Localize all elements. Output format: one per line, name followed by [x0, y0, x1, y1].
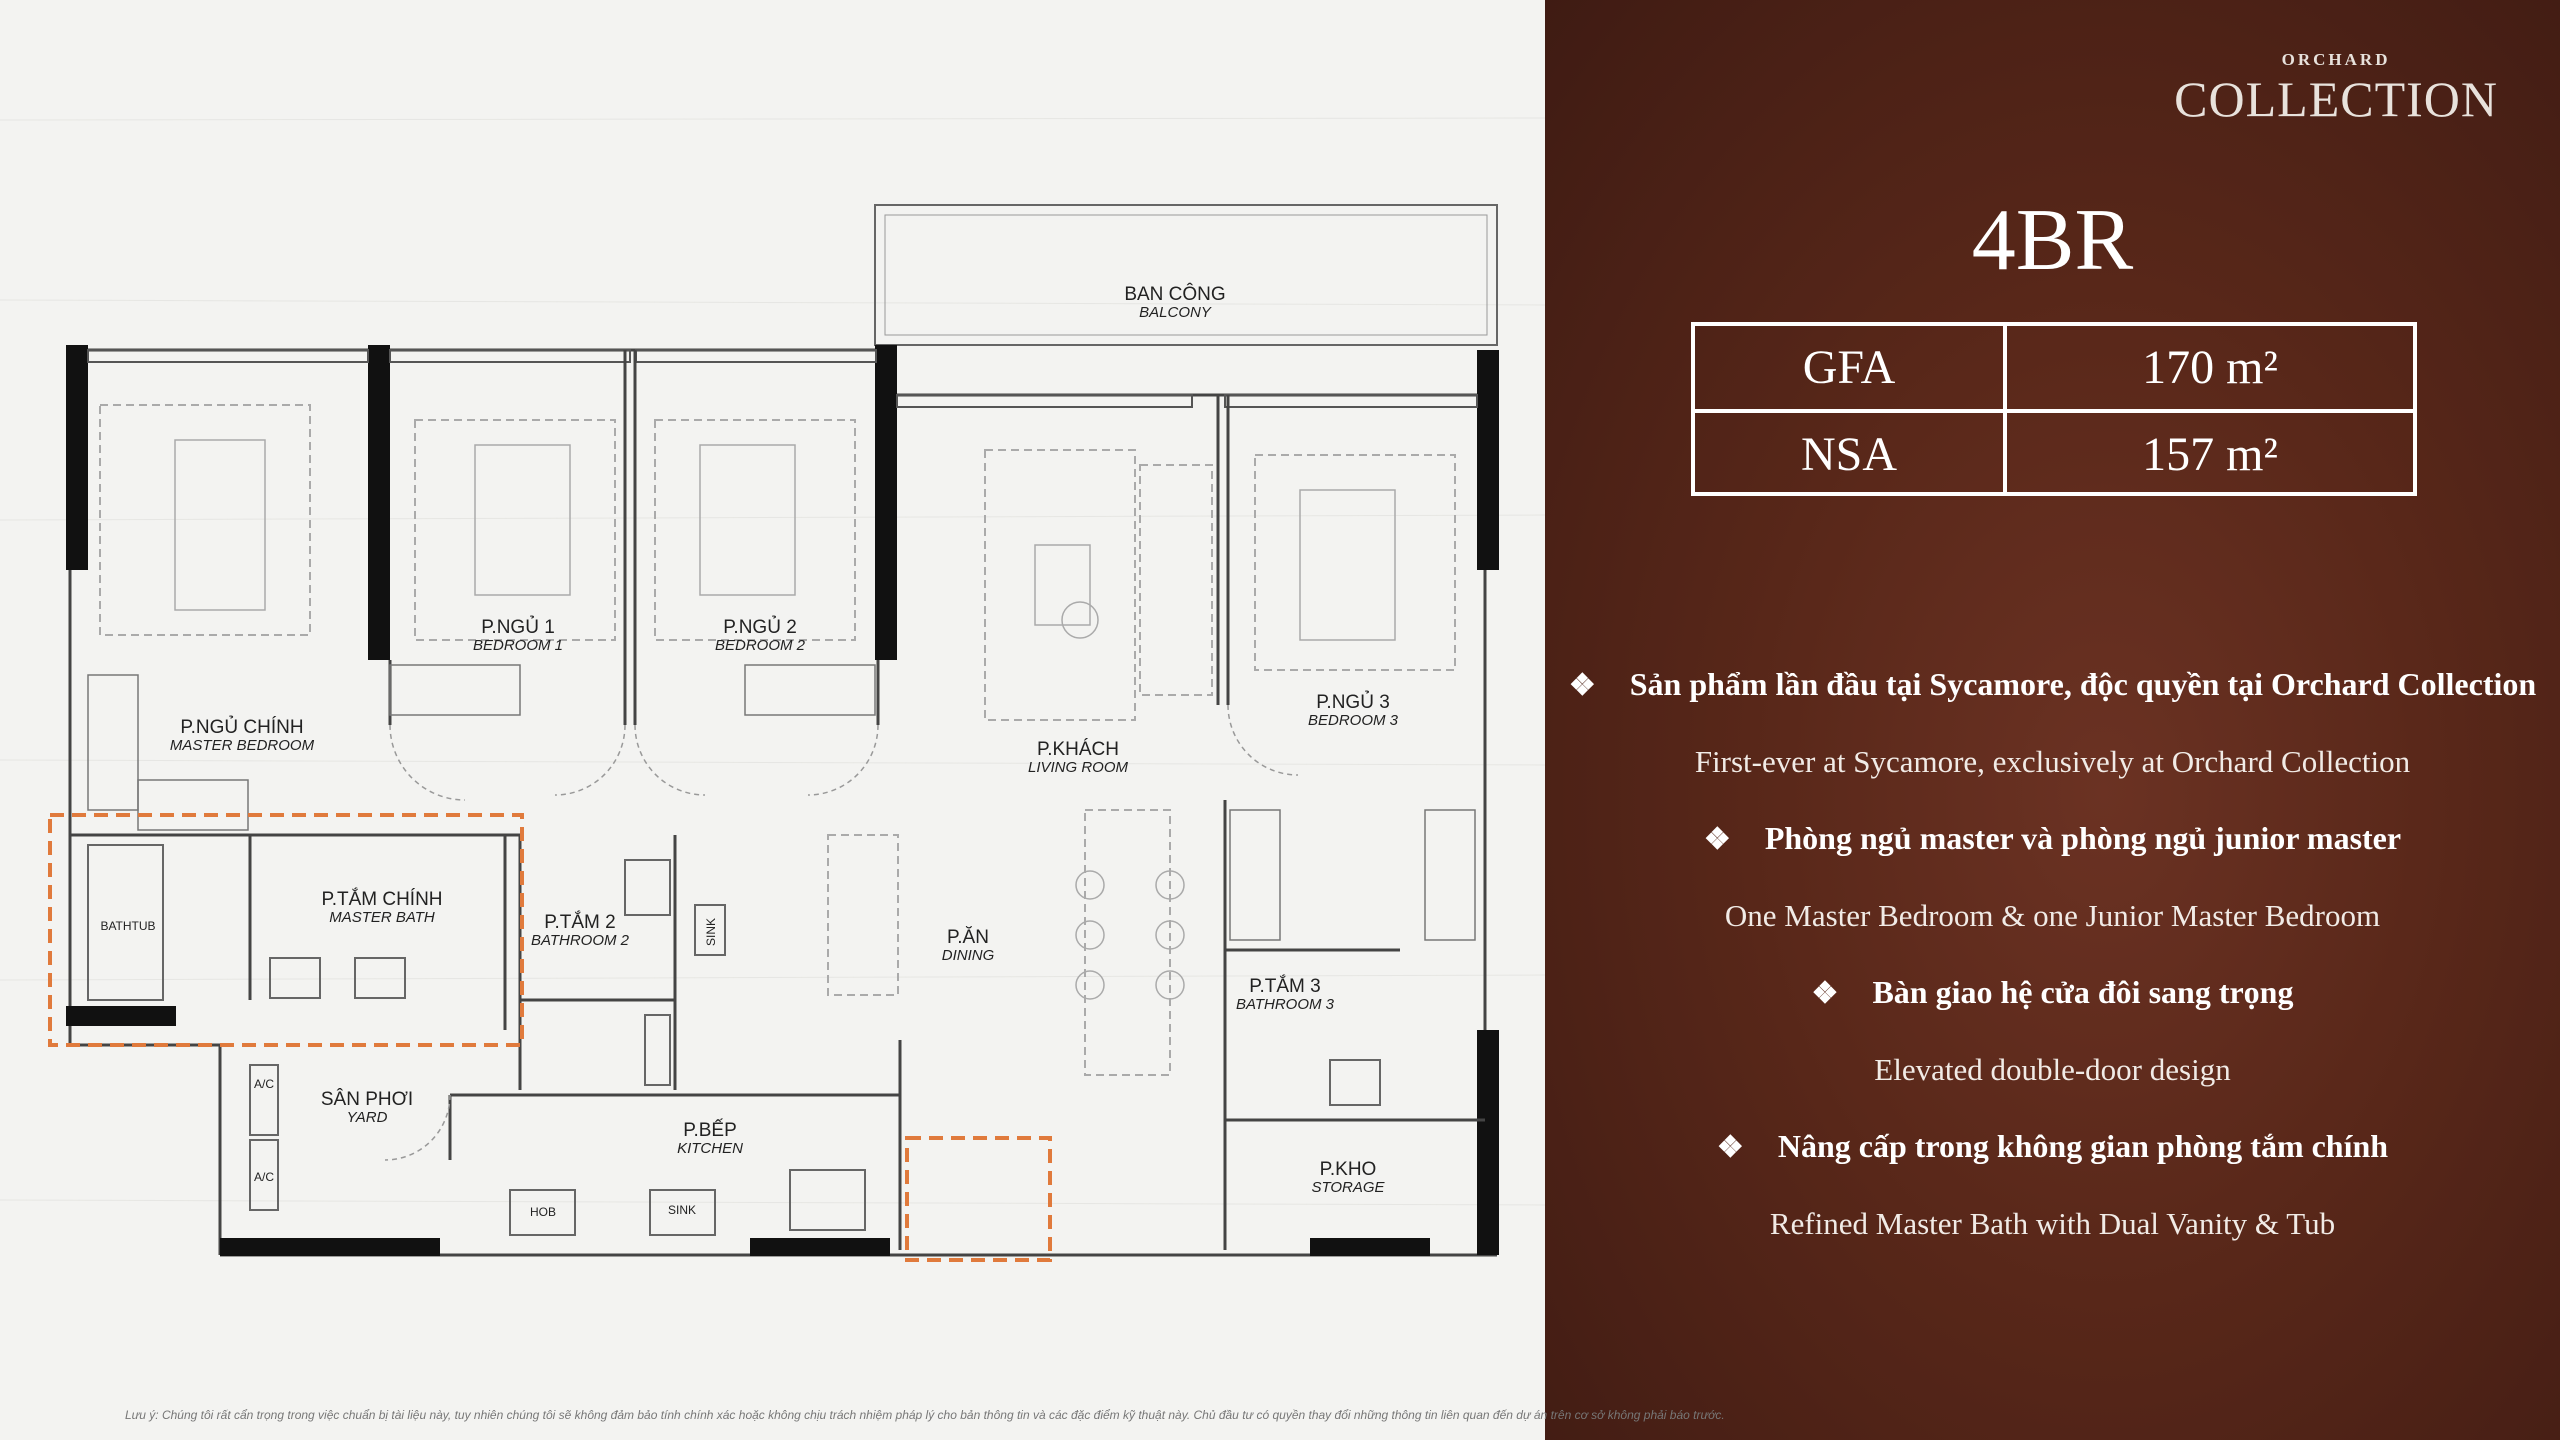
room-label-en-bathroom3: BATHROOM 3: [1235, 996, 1335, 1013]
spec-value: 170 m²: [2142, 341, 2278, 394]
room-label-en-balcony: BALCONY: [1139, 304, 1211, 321]
bullet-icon: ❖: [1568, 669, 1596, 702]
room-label-en-kitchen: KITCHEN: [677, 1140, 743, 1157]
room-label-yard: SÂN PHƠI: [320, 1089, 414, 1110]
double-door-highlight: [907, 1138, 1050, 1260]
fixture-label-bathtub: BATHTUB: [100, 919, 156, 933]
unit-type-title: 4BR: [1971, 192, 2134, 289]
room-label-en-bedroom2: BEDROOM 2: [714, 637, 806, 654]
room-label-storage: P.KHO: [1319, 1159, 1377, 1180]
disclaimer-text: Lưu ý: Chúng tôi rất cẩn trọng trong việc chuẩn bị tài liệu này, tuy nhiên chúng tôi sẽ không đảm bảo tính chính xác hoặc không chịu trách nhiệm pháp lý cho bản thông tin và các đặc điểm kỹ thuật này. Chủ đầu tư có quyền thay đổi những thông tin liên quan đến dự án trên cơ sở không phải báo trước.: [125, 1408, 1725, 1422]
feature-1-vi: ❖ Sản phẩm lần đầu tại Sycamore, độc quyền tại Orchard Collection: [1568, 666, 2537, 702]
room-label-bedroom2: P.NGỦ 2: [723, 617, 797, 638]
room-label-en-bathroom2: BATHROOM 2: [530, 932, 630, 949]
brand-logo: [2174, 50, 2498, 127]
room-label-en-storage: STORAGE: [1311, 1179, 1385, 1196]
feature-3-vi: ❖ Bàn giao hệ cửa đôi sang trọng: [1811, 974, 2294, 1010]
fixture-label-ac: A/C: [253, 1170, 275, 1184]
room-label-en-bedroom3: BEDROOM 3: [1307, 712, 1399, 729]
feature-2-vi: ❖ Phòng ngủ master và phòng ngủ junior master: [1703, 820, 2402, 856]
bullet-icon: ❖: [1811, 977, 1839, 1010]
room-label-en-dining: DINING: [941, 947, 995, 964]
bullet-icon: ❖: [1703, 823, 1731, 856]
room-label-master-bedroom: P.NGỦ CHÍNH: [180, 717, 304, 738]
info-panel: [1545, 0, 2560, 1440]
room-label-en-master-bath: MASTER BATH: [329, 909, 435, 926]
room-label-bedroom3: P.NGỦ 3: [1316, 692, 1390, 713]
room-label-balcony: BAN CÔNG: [1124, 284, 1226, 305]
balcony-outline: [875, 205, 1497, 345]
bullet-icon: ❖: [1716, 1131, 1744, 1164]
room-label-en-master-bedroom: MASTER BEDROOM: [169, 737, 315, 754]
room-label-bedroom1: P.NGỦ 1: [481, 617, 555, 638]
spec-row-gfa: [1695, 326, 2413, 409]
spec-row-nsa: [1695, 409, 2413, 496]
spec-value: 157 m²: [2142, 428, 2278, 481]
brand-line1: ORCHARD: [2281, 50, 2391, 69]
fixture-label-sink: SINK: [667, 1203, 697, 1217]
room-label-bathroom3: P.TẮM 3: [1249, 976, 1321, 997]
feature-3-en: Elevated double-door design: [1874, 1052, 2231, 1087]
room-label-en-yard: YARD: [346, 1109, 388, 1126]
spec-table: [1691, 322, 2417, 496]
spec-label: NSA: [1695, 413, 2007, 496]
room-label-en-living: LIVING ROOM: [1027, 759, 1129, 776]
room-label-bathroom2: P.TẮM 2: [544, 912, 616, 933]
room-label-dining: P.ĂN: [947, 927, 989, 948]
fixture-label-hob: HOB: [529, 1205, 557, 1219]
feature-4-en: Refined Master Bath with Dual Vanity & Tub: [1769, 1206, 2336, 1241]
fixture-label-ac: A/C: [253, 1077, 275, 1091]
fixture-label-sink: SINK: [704, 917, 718, 947]
spec-label: GFA: [1695, 326, 2007, 409]
feature-2-en: One Master Bedroom & one Junior Master Bedroom: [1724, 898, 2381, 933]
room-label-en-bedroom1: BEDROOM 1: [472, 637, 564, 654]
feature-1-en: First-ever at Sycamore, exclusively at Orchard Collection: [1694, 744, 2411, 779]
brand-line2: COLLECTION: [2174, 71, 2498, 127]
feature-4-vi: ❖ Nâng cấp trong không gian phòng tắm chính: [1716, 1128, 2389, 1164]
wall-left: [66, 345, 88, 570]
room-label-kitchen: P.BẾP: [683, 1120, 737, 1141]
room-label-living: P.KHÁCH: [1036, 739, 1120, 760]
room-label-master-bath: P.TẮM CHÍNH: [321, 889, 443, 910]
